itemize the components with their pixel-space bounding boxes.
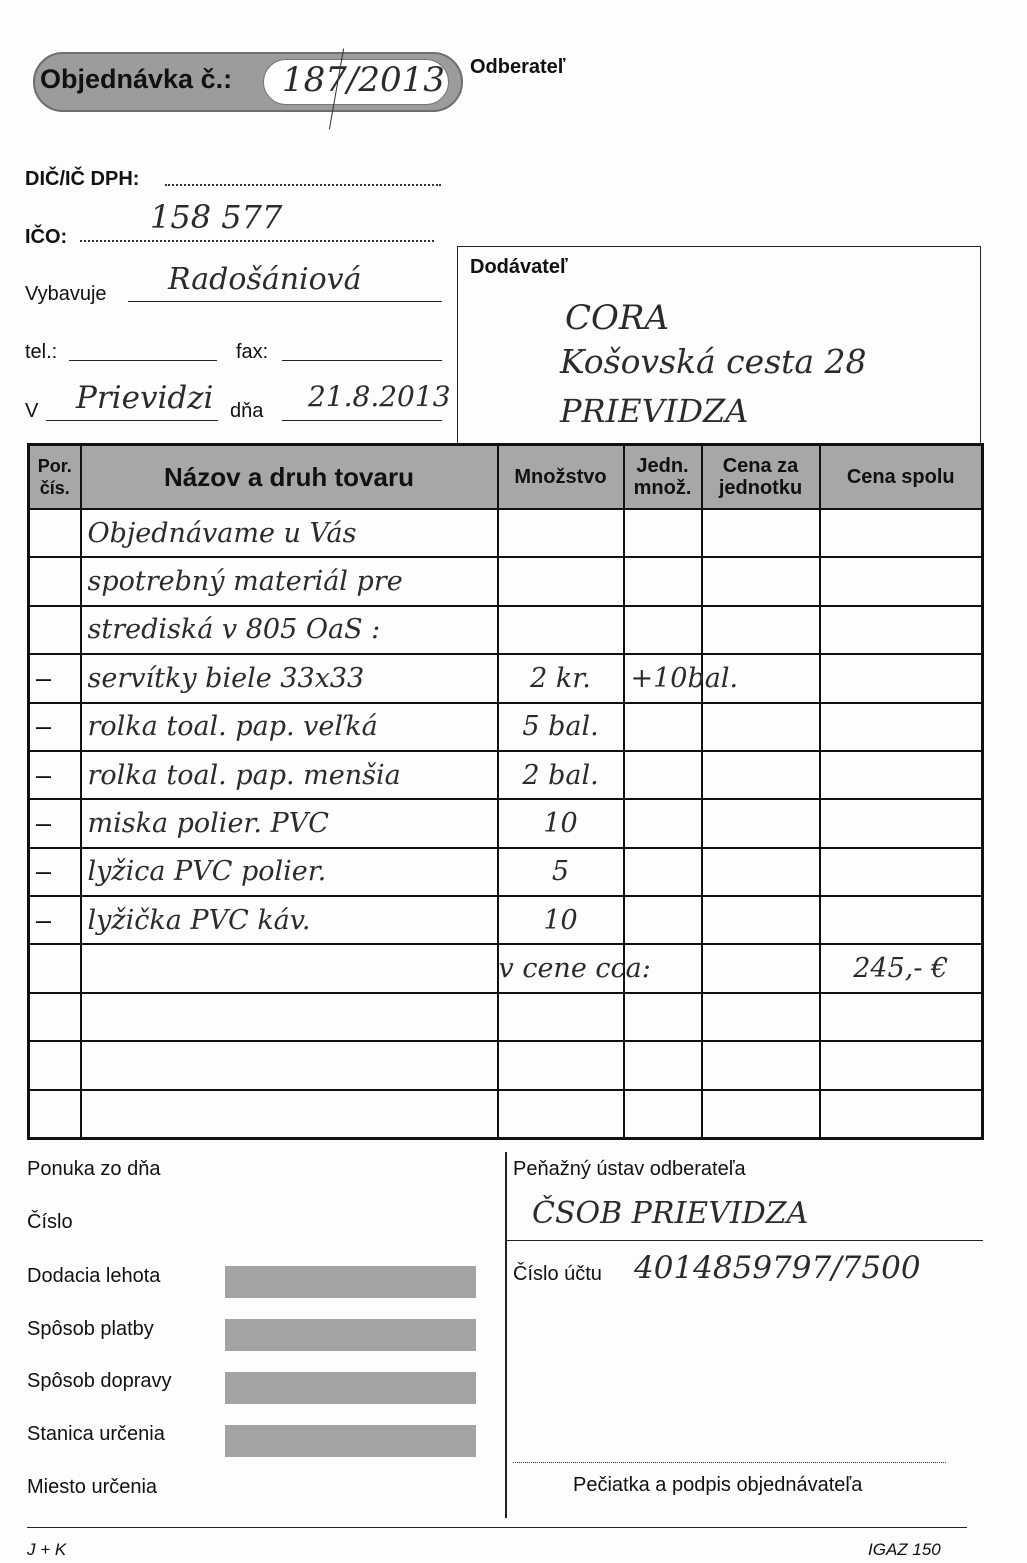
item-name-cell[interactable]: miska polier. PVC <box>81 799 498 847</box>
offer-label: Ponuka zo dňa <box>27 1158 161 1180</box>
total-cell[interactable] <box>820 1041 983 1089</box>
signature-line[interactable] <box>513 1462 946 1463</box>
header-total: Cena spolu <box>820 445 983 510</box>
place-field[interactable] <box>46 420 218 421</box>
order-label: Objednávka č.: <box>40 64 233 94</box>
payment-field[interactable] <box>225 1319 476 1351</box>
header-unit-price: Cena za jednotku <box>702 445 820 510</box>
ico-value: 158 577 <box>150 198 283 236</box>
item-name-cell[interactable]: servítky biele 33x33 <box>81 654 498 702</box>
bank-line <box>505 1240 983 1241</box>
row-number-cell[interactable] <box>29 944 81 992</box>
table-row <box>29 799 983 847</box>
total-cell[interactable] <box>820 896 983 944</box>
total-cell[interactable] <box>820 751 983 799</box>
bank-value: ČSOB PRIEVIDZA <box>532 1196 809 1231</box>
account-label: Číslo účtu <box>513 1263 602 1285</box>
item-name-cell[interactable]: strediská v 805 OaS : <box>81 606 498 654</box>
transport-label: Spôsob dopravy <box>27 1370 172 1392</box>
row-number-cell[interactable]: – <box>29 896 81 944</box>
item-name-cell[interactable]: lyžička PVC káv. <box>81 896 498 944</box>
table-row <box>29 1090 983 1139</box>
table-row <box>29 703 983 751</box>
supplier-city: PRIEVIDZA <box>560 392 749 430</box>
row-number-cell[interactable]: – <box>29 848 81 896</box>
unit-price-cell[interactable] <box>702 703 820 751</box>
unit-price-cell[interactable] <box>702 557 820 605</box>
unit-cell[interactable] <box>624 509 702 557</box>
unit-cell[interactable] <box>624 557 702 605</box>
row-number-cell[interactable] <box>29 1041 81 1089</box>
delivery-label: Dodacia lehota <box>27 1265 161 1287</box>
item-name-cell[interactable]: spotrebný materiál pre <box>81 557 498 605</box>
fax-field[interactable] <box>282 360 442 361</box>
total-cell[interactable] <box>820 993 983 1041</box>
dic-label: DIČ/IČ DPH: <box>25 168 140 190</box>
order-number-value: 187/2013 <box>282 60 445 100</box>
supplier-name: CORA <box>565 298 670 338</box>
destination-label: Miesto určenia <box>27 1476 158 1498</box>
table-row <box>29 848 983 896</box>
total-cell[interactable]: 245,- € <box>820 944 983 992</box>
unit-price-cell[interactable] <box>702 848 820 896</box>
transport-field[interactable] <box>225 1372 476 1404</box>
handled-by-label: Vybavuje <box>25 283 107 305</box>
unit-price-cell[interactable] <box>702 1090 820 1139</box>
unit-cell[interactable] <box>624 993 702 1041</box>
unit-price-cell[interactable] <box>702 944 820 992</box>
table-row <box>29 1041 983 1089</box>
header-unit: Jedn. množ. <box>624 445 702 510</box>
unit-price-cell[interactable] <box>702 993 820 1041</box>
quantity-cell[interactable]: 5 <box>498 848 624 896</box>
quantity-cell[interactable] <box>498 1090 624 1139</box>
table-row <box>29 993 983 1041</box>
ico-label: IČO: <box>25 226 68 248</box>
unit-cell[interactable] <box>624 799 702 847</box>
bank-label: Peňažný ústav odberateľa <box>513 1158 746 1180</box>
row-number-cell[interactable] <box>29 509 81 557</box>
date-field[interactable] <box>282 420 442 421</box>
tel-label: tel.: <box>25 341 58 363</box>
total-cell[interactable] <box>820 1090 983 1139</box>
item-name-cell[interactable]: Objednávame u Vás <box>81 509 498 557</box>
quantity-cell[interactable]: 10 <box>498 896 624 944</box>
row-number-cell[interactable] <box>29 606 81 654</box>
table-row <box>29 896 983 944</box>
quantity-cell[interactable]: 5 bal. <box>498 703 624 751</box>
tel-field[interactable] <box>69 360 217 361</box>
unit-cell[interactable] <box>624 1090 702 1139</box>
handled-by-field[interactable] <box>128 301 442 302</box>
unit-price-cell[interactable] <box>702 896 820 944</box>
fax-label: fax: <box>236 341 269 363</box>
station-field[interactable] <box>225 1425 476 1457</box>
quantity-cell[interactable] <box>498 993 624 1041</box>
bottom-rule <box>27 1527 967 1528</box>
unit-price-cell[interactable] <box>702 799 820 847</box>
total-cell[interactable] <box>820 799 983 847</box>
place-prefix: V <box>25 400 39 422</box>
row-number-cell[interactable] <box>29 557 81 605</box>
footer-divider <box>505 1152 507 1518</box>
quantity-cell[interactable]: v cene cca: <box>498 944 624 992</box>
quantity-cell[interactable] <box>498 509 624 557</box>
unit-price-cell[interactable] <box>702 751 820 799</box>
unit-cell[interactable] <box>624 703 702 751</box>
quantity-cell[interactable]: 2 kr. <box>498 654 624 702</box>
quantity-cell[interactable]: 2 bal. <box>498 751 624 799</box>
total-cell[interactable] <box>820 654 983 702</box>
item-name-cell[interactable]: rolka toal. pap. menšia <box>81 751 498 799</box>
table-row <box>29 944 983 992</box>
row-number-cell[interactable]: – <box>29 751 81 799</box>
quantity-cell[interactable]: 10 <box>498 799 624 847</box>
row-number-cell[interactable]: – <box>29 654 81 702</box>
handled-by-value: Radošániová <box>168 262 362 297</box>
item-name-cell[interactable] <box>81 993 498 1041</box>
account-value: 4014859797/7500 <box>634 1250 921 1286</box>
unit-cell[interactable] <box>624 751 702 799</box>
supplier-address: Košovská cesta 28 <box>560 342 867 381</box>
total-cell[interactable] <box>820 703 983 751</box>
row-number-cell[interactable] <box>29 1090 81 1139</box>
total-cell[interactable] <box>820 848 983 896</box>
total-cell[interactable] <box>820 606 983 654</box>
items-table <box>27 443 984 1140</box>
form-code: IGAZ 150 <box>868 1540 941 1559</box>
table-row <box>29 606 983 654</box>
unit-cell[interactable]: +10bal. <box>624 654 702 702</box>
item-name-cell[interactable]: rolka toal. pap. veľká <box>81 703 498 751</box>
table-row <box>29 751 983 799</box>
item-name-cell[interactable] <box>81 944 498 992</box>
table-header-row <box>29 445 983 510</box>
unit-cell[interactable] <box>624 606 702 654</box>
unit-cell[interactable] <box>624 1041 702 1089</box>
quantity-cell[interactable] <box>498 1041 624 1089</box>
item-name-cell[interactable] <box>81 1041 498 1089</box>
quantity-cell[interactable] <box>498 557 624 605</box>
place-value: Prievidzi <box>76 380 214 416</box>
table-row <box>29 509 983 557</box>
table-row <box>29 654 983 702</box>
date-value: 21.8.2013 <box>308 380 451 413</box>
row-number-cell[interactable]: – <box>29 799 81 847</box>
quantity-cell[interactable] <box>498 606 624 654</box>
header-no: Por. čís. <box>29 445 81 510</box>
unit-price-cell[interactable] <box>702 509 820 557</box>
header-qty: Množstvo <box>498 445 624 510</box>
station-label: Stanica určenia <box>27 1423 165 1445</box>
unit-cell[interactable] <box>624 896 702 944</box>
total-cell[interactable] <box>820 557 983 605</box>
unit-cell[interactable] <box>624 848 702 896</box>
dic-field[interactable] <box>165 184 441 186</box>
delivery-field[interactable] <box>225 1266 476 1298</box>
date-label: dňa <box>230 400 264 422</box>
number-label: Číslo <box>27 1211 73 1233</box>
publisher: J + K <box>27 1540 67 1559</box>
stamp-label: Pečiatka a podpis objednávateľa <box>573 1474 863 1496</box>
item-name-cell[interactable]: lyžica PVC polier. <box>81 848 498 896</box>
payment-label: Spôsob platby <box>27 1318 154 1340</box>
total-cell[interactable] <box>820 509 983 557</box>
supplier-label: Dodávateľ <box>470 256 568 278</box>
table-row <box>29 557 983 605</box>
unit-price-cell[interactable] <box>702 606 820 654</box>
ico-field[interactable] <box>80 240 434 242</box>
unit-price-cell[interactable] <box>702 1041 820 1089</box>
row-number-cell[interactable] <box>29 993 81 1041</box>
customer-label: Odberateľ <box>470 56 566 78</box>
header-name: Názov a druh tovaru <box>81 445 498 510</box>
item-name-cell[interactable] <box>81 1090 498 1139</box>
row-number-cell[interactable]: – <box>29 703 81 751</box>
